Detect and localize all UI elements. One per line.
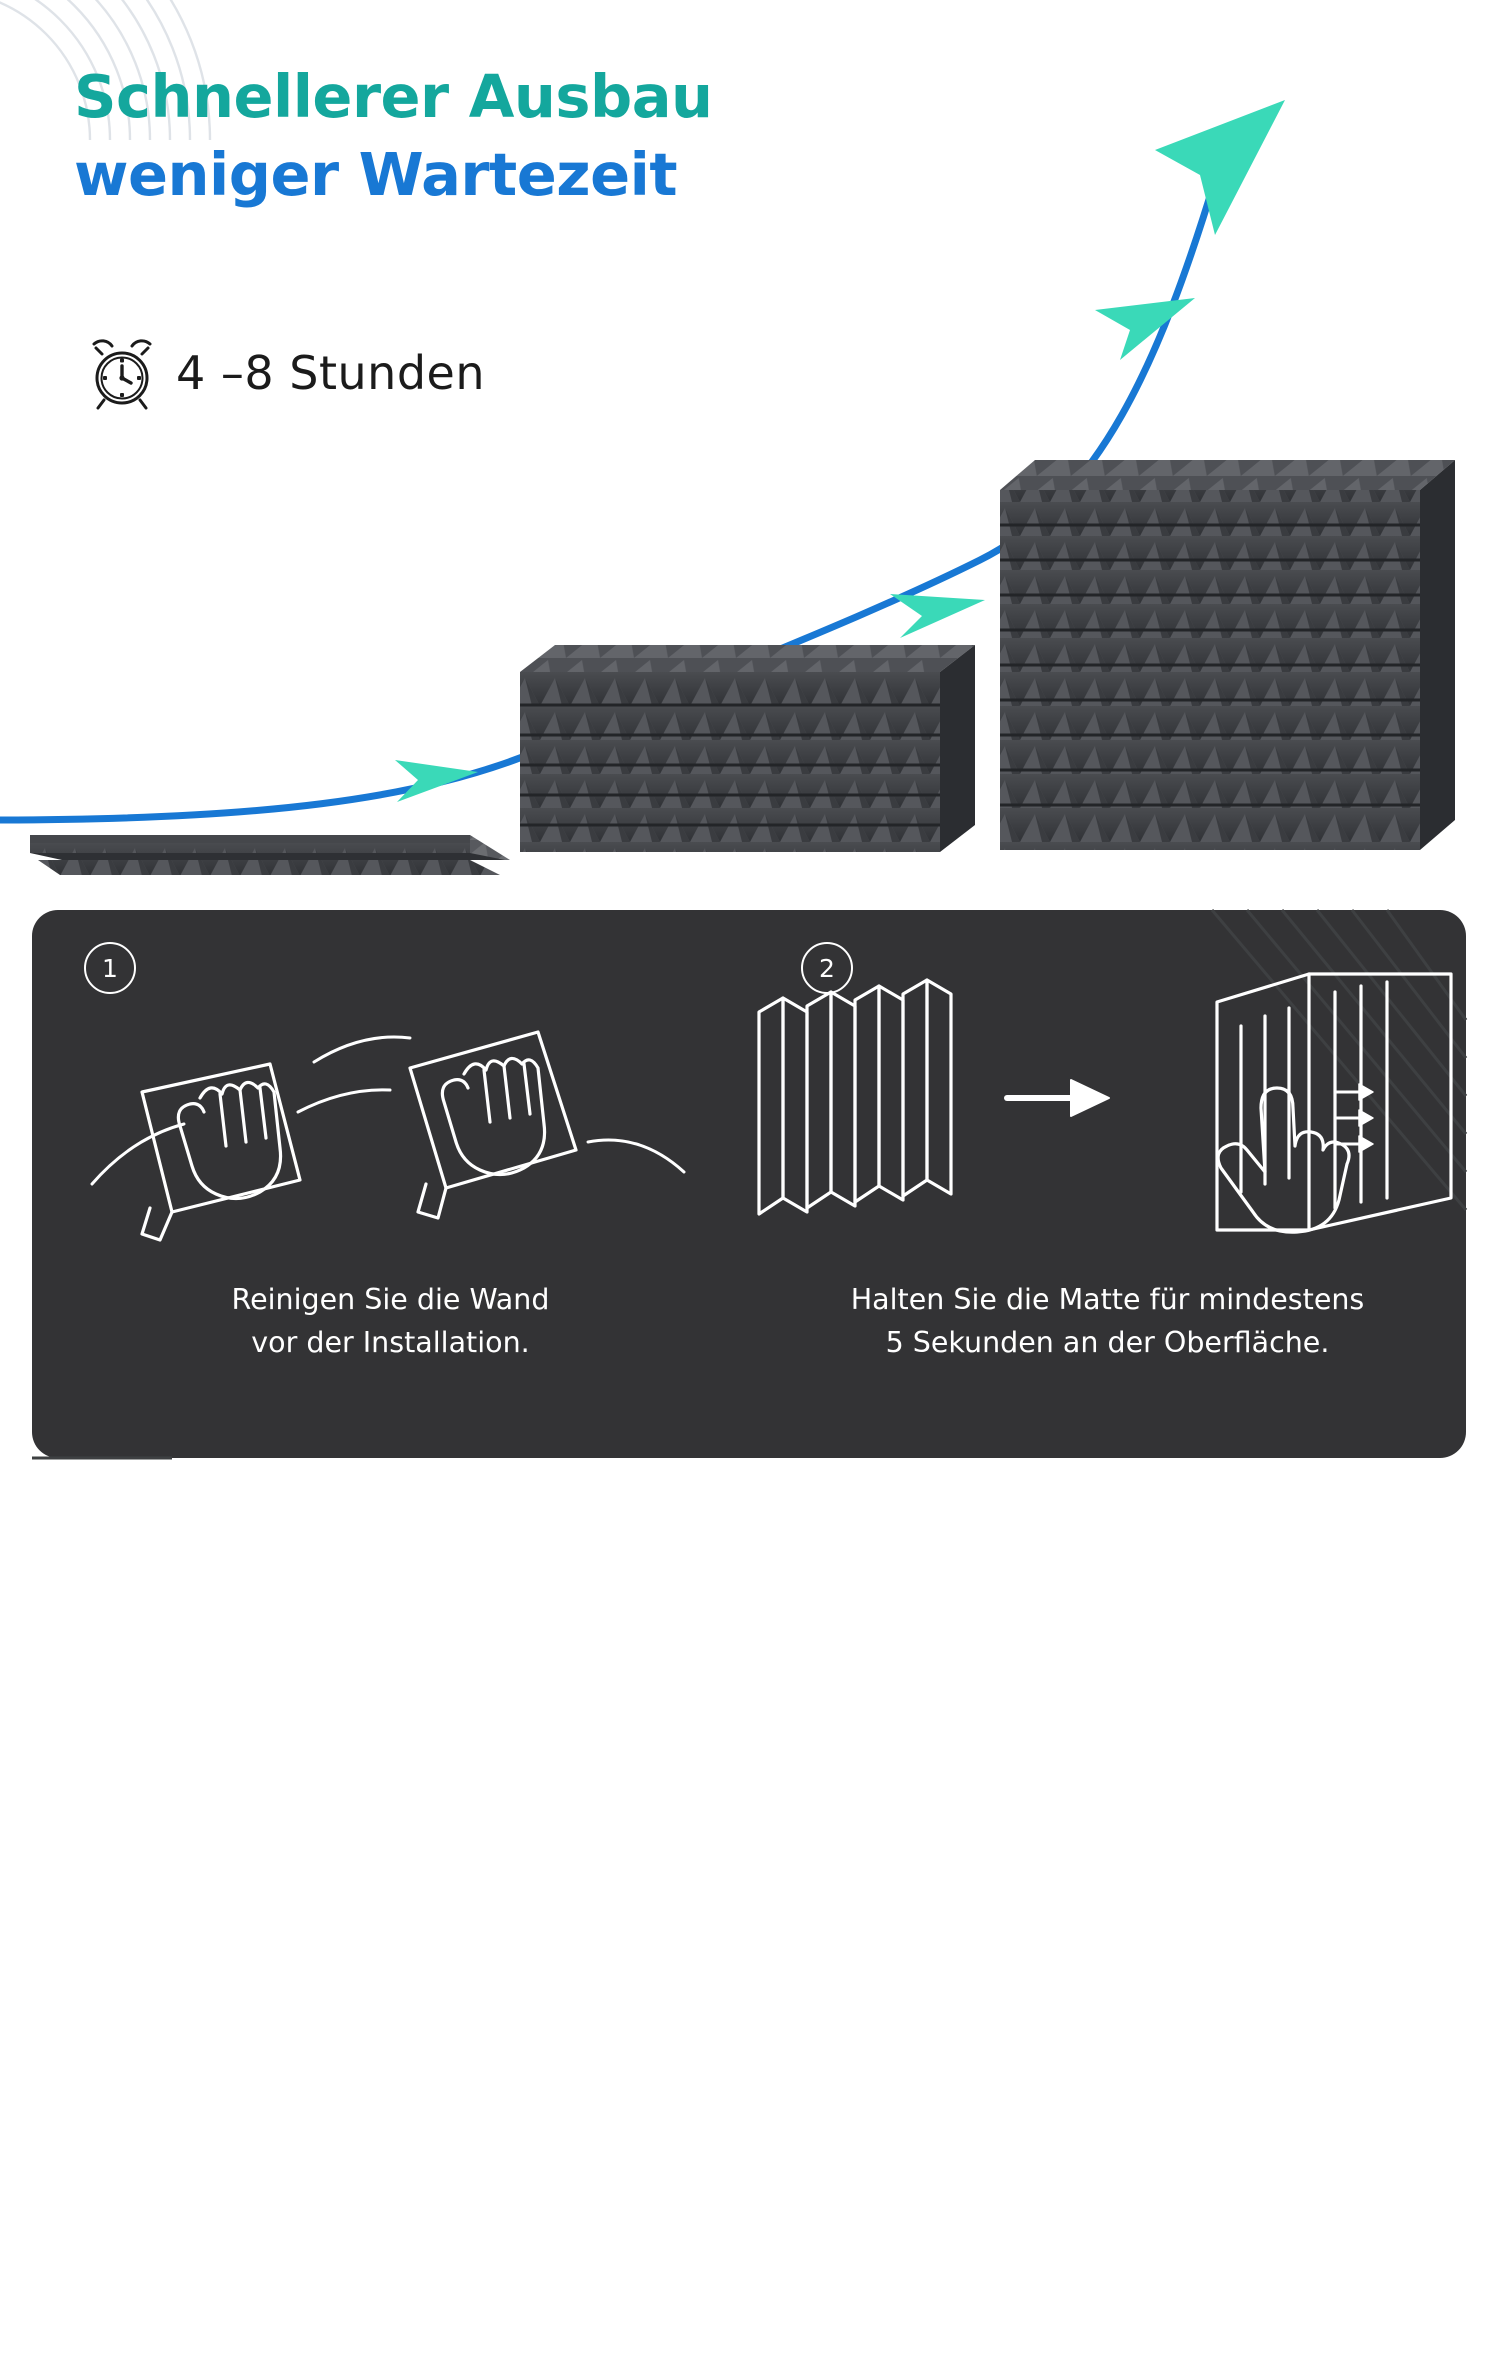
- step-2-badge: 2: [801, 942, 853, 994]
- step-1: [32, 910, 749, 1458]
- foam-stack-tall: [1000, 460, 1455, 850]
- step-1-badge: 1: [84, 942, 136, 994]
- step-1-caption: [32, 1278, 749, 1365]
- headline-line-1: Schnellerer Ausbau: [74, 62, 713, 131]
- step-2: [749, 910, 1466, 1458]
- time-label: 4 –8 Stunden: [176, 346, 485, 400]
- wiping-cloth-hand-icon: [32, 972, 749, 1262]
- time-estimate: [86, 334, 485, 412]
- headline-line-2: weniger Wartezeit: [74, 140, 678, 210]
- step-2-caption-line-2: 5 Sekunden an der Oberfläche.: [885, 1326, 1330, 1360]
- step-captions: [32, 1278, 1466, 1365]
- press-panel-to-wall-icon: [749, 972, 1466, 1262]
- step-2-caption: [749, 1278, 1466, 1365]
- step-2-caption-line-1: Halten Sie die Matte für mindestens: [850, 1283, 1365, 1316]
- exclamation-circle-icon: [119, 2316, 149, 2346]
- step-1-caption-line-1: Reinigen Sie die Wand: [231, 1283, 550, 1316]
- step-1-caption-line-2: vor der Installation.: [251, 1326, 530, 1360]
- steps-container: [32, 910, 1466, 1458]
- alarm-clock-icon: [86, 334, 158, 412]
- note-bar: [95, 2304, 1467, 2358]
- foam-stack-single: [30, 835, 510, 875]
- foam-stack-medium: [520, 645, 975, 852]
- headline: [74, 58, 974, 215]
- note-text: Diese Produkte enthalten keine doppelseitige Klebemittel, bitte separat kaufen.: [167, 2315, 1245, 2347]
- instruction-panel: [32, 910, 1466, 2347]
